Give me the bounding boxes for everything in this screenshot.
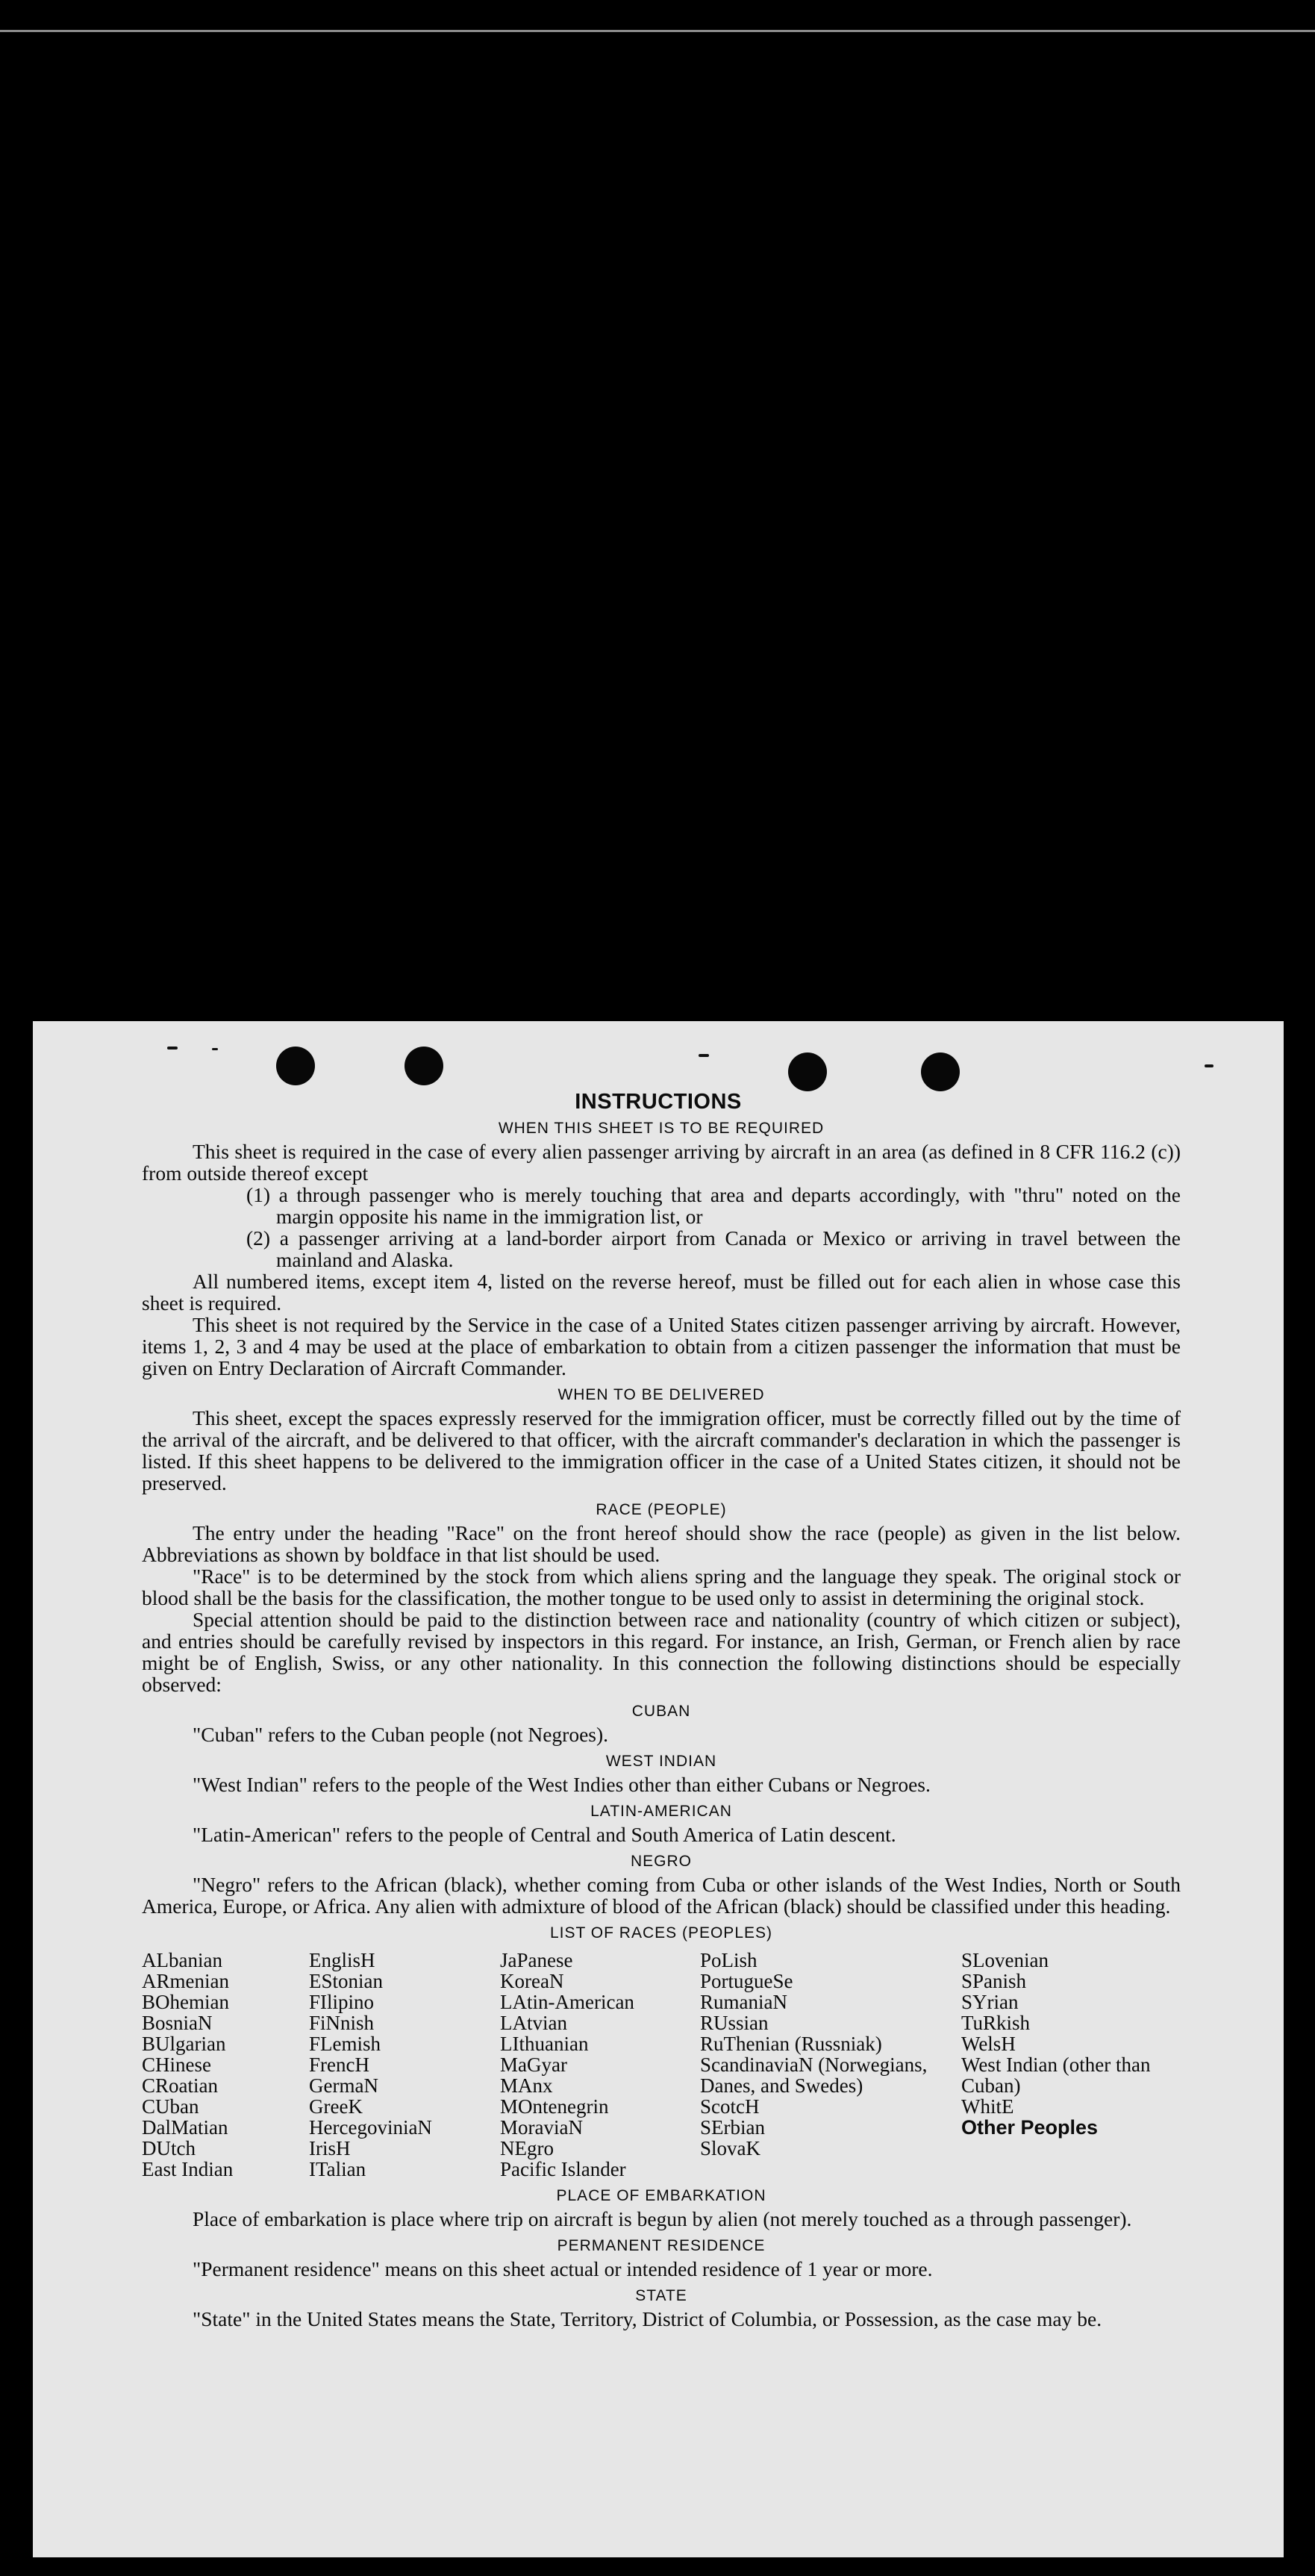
scan-speck xyxy=(1205,1064,1214,1067)
section-heading: PERMANENT RESIDENCE xyxy=(557,2237,766,2254)
race-entry: MaGyar xyxy=(500,2053,567,2076)
race-entry: PoLish xyxy=(700,1949,758,1971)
punch-hole xyxy=(276,1047,315,1085)
section-west-indian xyxy=(142,1753,1181,1795)
race-entry: BUlgarian xyxy=(142,2033,226,2055)
scan-border-line xyxy=(0,30,1315,32)
races-column xyxy=(500,1950,700,2180)
race-entry: WhitE xyxy=(961,2095,1014,2118)
race-entry: Pacific Islander xyxy=(500,2158,626,2180)
document-title: INSTRUCTIONS xyxy=(575,1090,742,1114)
paragraph: "Latin-American" refers to the people of Central and South America of Latin descent. xyxy=(193,1823,896,1846)
races-column xyxy=(961,1950,1181,2180)
race-entry: GermaN xyxy=(309,2074,378,2097)
race-entry: MOntenegrin xyxy=(500,2095,609,2118)
scan-speck xyxy=(167,1047,178,1050)
race-entry: LAtvian xyxy=(500,2012,567,2034)
section-place-of-embarkation xyxy=(142,2187,1181,2230)
section-heading: LATIN-AMERICAN xyxy=(590,1803,732,1820)
race-entry: ITalian xyxy=(309,2158,366,2180)
paragraph: "Cuban" refers to the Cuban people (not Negroes). xyxy=(193,1723,609,1746)
scan-speck xyxy=(212,1048,218,1050)
instruction-sheet xyxy=(33,1021,1284,2557)
paragraph: "West Indian" refers to the people of the West Indies other than either Cubans or Negroes. xyxy=(193,1773,931,1796)
races-table xyxy=(142,1950,1181,2180)
race-entry: SYrian xyxy=(961,1991,1019,2013)
section-heading: STATE xyxy=(635,2287,687,2304)
race-entry: ALbanian xyxy=(142,1949,222,1971)
section-race xyxy=(142,1501,1181,1695)
race-entry: ScandinaviaN (Norwegians, Danes, and Swedes) xyxy=(700,2053,928,2097)
punch-hole xyxy=(921,1052,960,1091)
race-entry: WelsH xyxy=(961,2033,1016,2055)
race-entry: BOhemian xyxy=(142,1991,229,2013)
race-entry: SLovenian xyxy=(961,1949,1049,1971)
section-heading: CUBAN xyxy=(631,1703,691,1720)
section-list-of-races xyxy=(142,1924,1181,2180)
race-entry: CHinese xyxy=(142,2053,211,2076)
paragraph: All numbered items, except item 4, listed on the reverse hereof, must be filled out for each alien in whose case this sheet is required. xyxy=(142,1270,1181,1314)
race-entry: EnglisH xyxy=(309,1949,375,1971)
section-heading: RACE (PEOPLE) xyxy=(596,1501,727,1518)
race-entry: FIlipino xyxy=(309,1991,375,2013)
section-latin-american xyxy=(142,1803,1181,1845)
section-heading: WEST INDIAN xyxy=(605,1753,717,1770)
section-heading: LIST OF RACES (PEOPLES) xyxy=(549,1924,773,1942)
paragraph: "Negro" refers to the African (black), whether coming from Cuba or other islands of the West Indies, North or South America, Europe, or Africa. Any alien with admixture of blood of the African (black) should be classified under this heading. xyxy=(142,1873,1181,1918)
races-column xyxy=(700,1950,961,2180)
race-entry: NEgro xyxy=(500,2137,554,2159)
race-entry: LIthuanian xyxy=(500,2033,589,2055)
list-item: (2) a passenger arriving at a land-border airport from Canada or Mexico or arriving in travel between the mainland and Alaska. xyxy=(246,1226,1181,1271)
race-entry: East Indian xyxy=(142,2158,234,2180)
section-heading: NEGRO xyxy=(630,1853,692,1870)
race-entry: MAnx xyxy=(500,2074,553,2097)
paragraph: This sheet, except the spaces expressly reserved for the immigration officer, must be correctly filled out by the time of the arrival of the aircraft, and be delivered to that officer, with the aircraft commander's declaration in which the passenger is listed. If this sheet happens to be delivered to the immigration officer in the case of a United States citizen, it should not be preserved. xyxy=(142,1406,1181,1494)
section-heading: WHEN THIS SHEET IS TO BE REQUIRED xyxy=(498,1120,825,1137)
race-entry: MoraviaN xyxy=(500,2116,583,2139)
scan-speck xyxy=(699,1054,709,1057)
instructions-body xyxy=(142,1112,1181,2330)
section-permanent-residence xyxy=(142,2237,1181,2280)
race-entry: JaPanese xyxy=(500,1949,573,1971)
paragraph: Place of embarkation is place where trip on aircraft is begun by alien (not merely touched as a through passenger). xyxy=(193,2207,1132,2230)
paragraph: "State" in the United States means the State, Territory, District of Columbia, or Possession, as the case may be. xyxy=(193,2307,1102,2330)
punch-hole xyxy=(405,1047,443,1085)
paragraph: The entry under the heading "Race" on the front hereof should show the race (people) as given in the list below. Abbreviations as shown by boldface in that list should be used. xyxy=(142,1521,1181,1566)
punch-hole xyxy=(788,1052,827,1091)
race-entry: KoreaN xyxy=(500,1970,564,1992)
race-entry: HercegoviniaN xyxy=(309,2116,432,2139)
race-entry: LAtin-American xyxy=(500,1991,634,2013)
paragraph: "Permanent residence" means on this sheet actual or intended residence of 1 year or more. xyxy=(193,2257,933,2280)
race-entry: CUban xyxy=(142,2095,199,2118)
race-entry: RUssian xyxy=(700,2012,769,2034)
race-entry: DUtch xyxy=(142,2137,196,2159)
races-column xyxy=(309,1950,500,2180)
race-entry: FrencH xyxy=(309,2053,369,2076)
section-negro xyxy=(142,1853,1181,1917)
paragraph: "Race" is to be determined by the stock from which aliens spring and the language they speak. The original stock or blood shall be the basis for the classification, the mother tongue to be used only to assist in determining the original stock. xyxy=(142,1565,1181,1609)
paragraph: This sheet is required in the case of every alien passenger arriving by aircraft in an area (as defined in 8 CFR 116.2 (c)) from outside thereof except xyxy=(142,1140,1181,1185)
race-entry: SErbian xyxy=(700,2116,765,2139)
race-entry: BosniaN xyxy=(142,2012,213,2034)
race-entry: Other Peoples xyxy=(961,2116,1099,2139)
race-entry: GreeK xyxy=(309,2095,363,2118)
section-required xyxy=(142,1120,1181,1379)
race-entry: TuRkish xyxy=(961,2012,1031,2034)
race-entry: FiNnish xyxy=(309,2012,375,2034)
race-entry: PortugueSe xyxy=(700,1970,793,1992)
race-entry: CRoatian xyxy=(142,2074,218,2097)
section-state xyxy=(142,2287,1181,2330)
race-entry: RuThenian (Russniak) xyxy=(700,2033,882,2055)
race-entry: SPanish xyxy=(961,1970,1027,1992)
paragraph: This sheet is not required by the Service in the case of a United States citizen passenger arriving by aircraft. However, items 1, 2, 3 and 4 may be used at the place of embarkation to obtain from a citizen passenger the information that must be given on Entry Declaration of Aircraft Commander. xyxy=(142,1313,1181,1379)
race-entry: ARmenian xyxy=(142,1970,229,1992)
race-entry: West Indian (other than Cuban) xyxy=(961,2053,1151,2097)
section-cuban xyxy=(142,1703,1181,1745)
section-heading: WHEN TO BE DELIVERED xyxy=(557,1386,765,1403)
race-entry: FLemish xyxy=(309,2033,381,2055)
paragraph: Special attention should be paid to the distinction between race and nationality (country of which citizen or subject), and entries should be carefully revised by inspectors in this regard. For instance, an Irish, German, or French alien by race might be of English, Swiss, or any other nationality. In this connection the following distinctions should be especially observed: xyxy=(142,1608,1181,1696)
section-heading: PLACE OF EMBARKATION xyxy=(556,2187,766,2204)
race-entry: IrisH xyxy=(309,2137,351,2159)
list-item: (1) a through passenger who is merely touching that area and departs accordingly, with "thru" noted on the margin opposite his name in the immigration list, or xyxy=(246,1183,1181,1228)
races-column xyxy=(142,1950,309,2180)
race-entry: ScotcH xyxy=(700,2095,760,2118)
race-entry: EStonian xyxy=(309,1970,383,1992)
race-entry: DalMatian xyxy=(142,2116,228,2139)
race-entry: RumaniaN xyxy=(700,1991,787,2013)
race-entry: SlovaK xyxy=(700,2137,760,2159)
section-delivered xyxy=(142,1386,1181,1494)
